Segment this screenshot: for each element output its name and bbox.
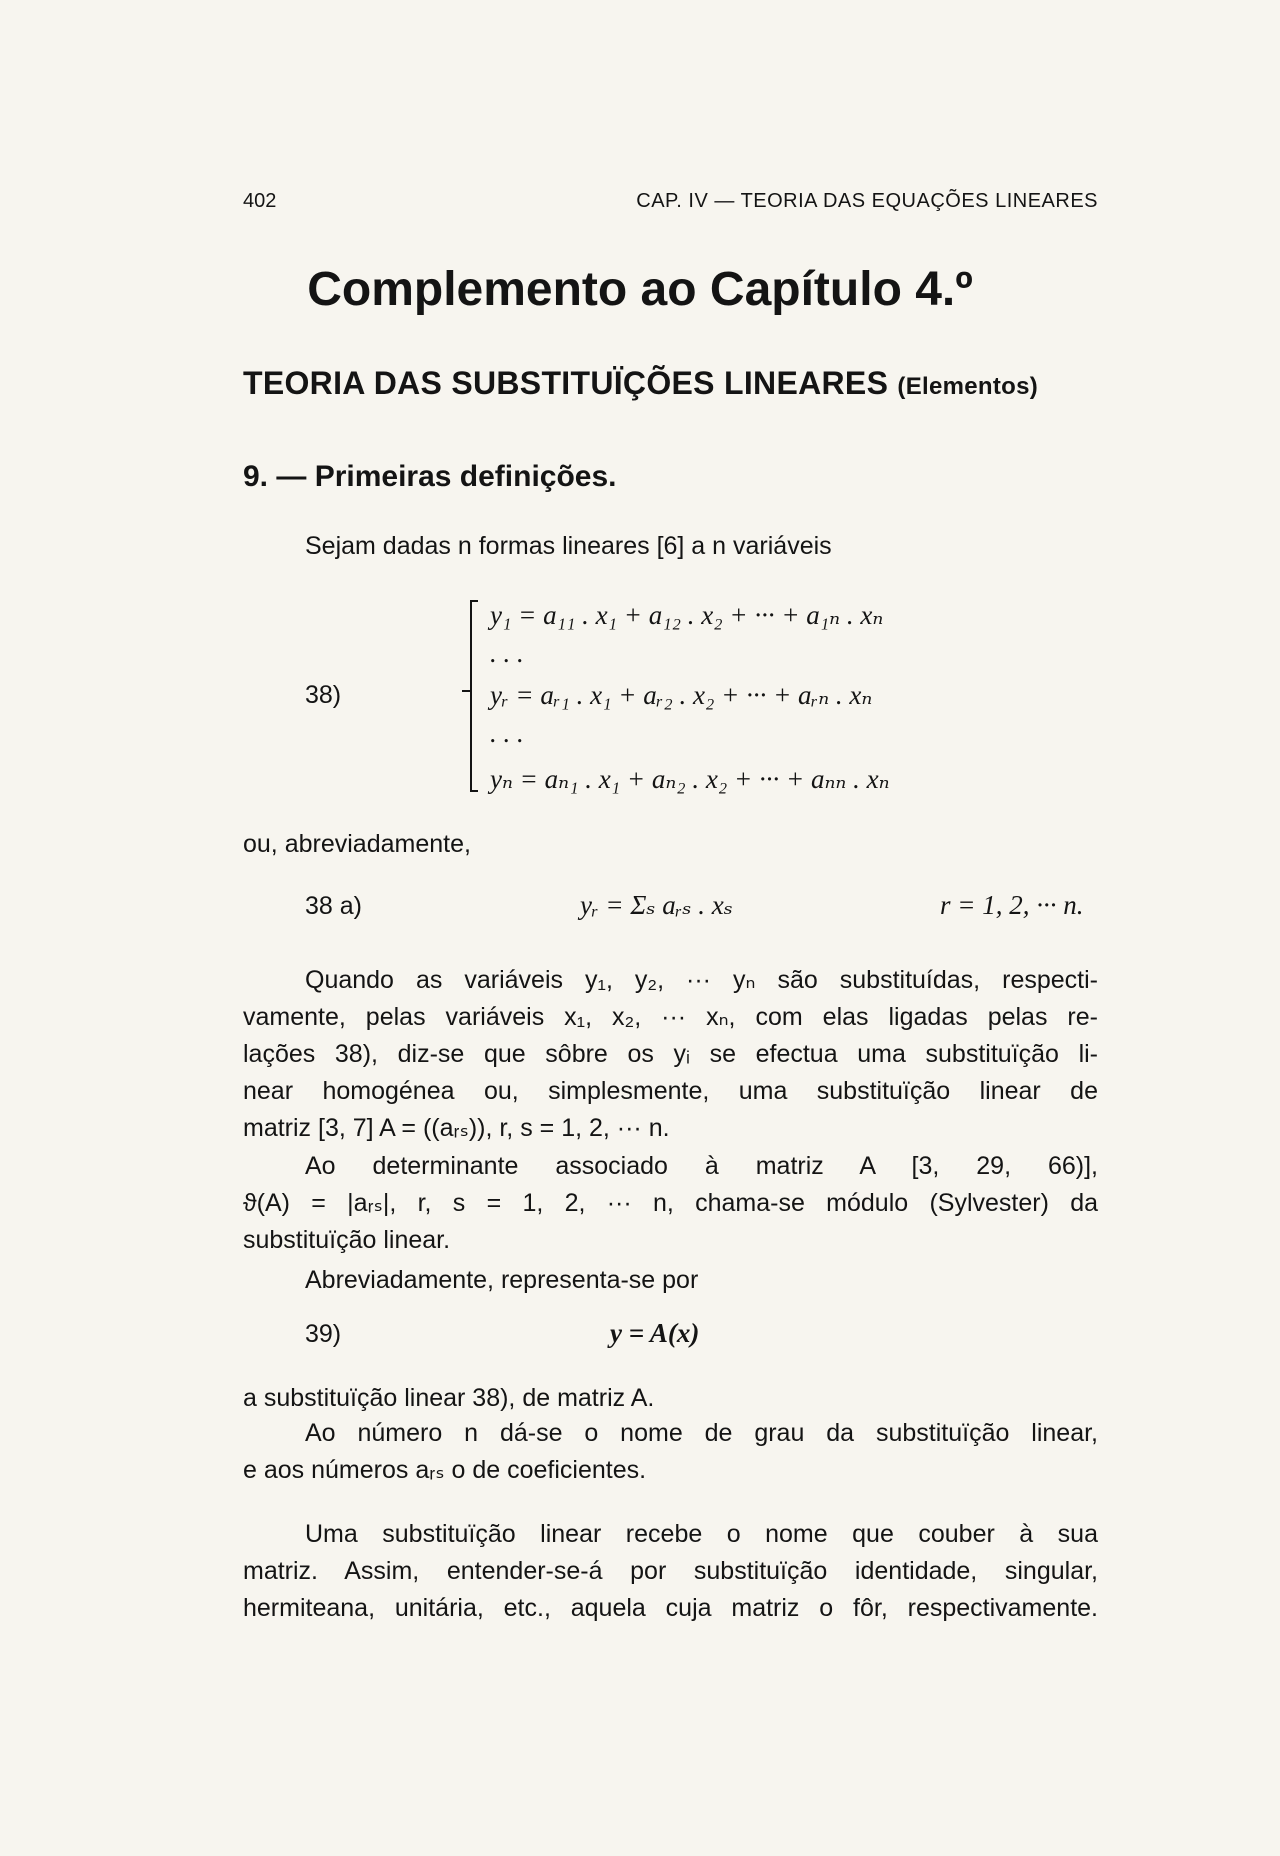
equation-label-38: 38) xyxy=(305,681,342,709)
section-title-note: (Elementos) xyxy=(897,373,1039,400)
system-row-1: y₁ = a₁₁ . x₁ + a₁₂ . x₂ + ··· + a₁ₙ . xₙ xyxy=(490,600,884,630)
page-number: 402 xyxy=(243,190,277,212)
intro-paragraph: Sejam dadas n formas lineares [6] a n variáveis xyxy=(305,532,832,560)
section-title-main: TEORIA DAS SUBSTITUÏÇÕES LINEARES xyxy=(243,365,889,401)
system-brace xyxy=(470,600,482,792)
equation-39: y = A(x) xyxy=(610,1318,700,1348)
para1-line-4: near homogénea ou, simplesmente, uma substituïção linear de xyxy=(243,1077,1098,1105)
section-title xyxy=(243,365,1038,402)
abbrev-intro: ou, abreviadamente, xyxy=(243,830,471,858)
system-row-dots-2: . . . xyxy=(490,718,524,748)
system-brace-top xyxy=(470,600,478,602)
system-brace-bottom xyxy=(470,790,478,792)
para2-line-2: ϑ(A) = |aᵣₛ|, r, s = 1, 2, ··· n, chama-se módulo (Sylvester) da xyxy=(243,1189,1098,1217)
chapter-running-title: CAP. IV — TEORIA DAS EQUAÇÕES LINEARES xyxy=(636,190,1098,212)
para4: a substituïção linear 38), de matriz A. xyxy=(243,1384,655,1412)
para6-line-1: Uma substituïção linear recebe o nome que couber à sua xyxy=(305,1520,1098,1548)
para1-line-3: lações 38), diz-se que sôbre os yᵢ se efectua uma substituïção li- xyxy=(243,1040,1098,1068)
system-row-n: yₙ = aₙ₁ . x₁ + aₙ₂ . x₂ + ··· + aₙₙ . xₙ xyxy=(490,764,890,794)
para5-line-2: e aos números aᵣₛ o de coeficientes. xyxy=(243,1456,647,1484)
equation-38a-range: r = 1, 2, ··· n. xyxy=(940,890,1084,920)
chapter-title: Complemento ao Capítulo 4.º xyxy=(307,263,973,316)
system-row-r: yᵣ = aᵣ₁ . x₁ + aᵣ₂ . x₂ + ··· + aᵣₙ . xₙ xyxy=(490,680,873,710)
para2-line-3: substituïção linear. xyxy=(243,1226,451,1254)
equation-label-38a: 38 a) xyxy=(305,892,362,920)
subsection-title: 9. — Primeiras definições. xyxy=(243,460,617,493)
equation-label-39: 39) xyxy=(305,1320,342,1348)
system-row-dots-1: . . . xyxy=(490,638,524,668)
para5-line-1: Ao número n dá-se o nome de grau da substituïção linear, xyxy=(305,1419,1098,1447)
system-brace-mid xyxy=(462,690,472,692)
para6-line-2: matriz. Assim, entender-se-á por substituïção identidade, singular, xyxy=(243,1557,1098,1585)
para6-line-3: hermiteana, unitária, etc., aquela cuja matriz o fôr, respectivamente. xyxy=(243,1594,1098,1622)
para1-line-2: vamente, pelas variáveis x₁, x₂, ··· xₙ, com elas ligadas pelas re- xyxy=(243,1003,1098,1031)
para1-line-1: Quando as variáveis y₁, y₂, ··· yₙ são substituídas, respecti- xyxy=(305,966,1098,994)
para2-line-1: Ao determinante associado à matriz A [3, 29, 66)], xyxy=(305,1152,1098,1180)
para3: Abreviadamente, representa-se por xyxy=(305,1266,699,1294)
para1-line-5: matriz [3, 7] A = ((aᵣₛ)), r, s = 1, 2, ··· n. xyxy=(243,1114,670,1142)
equation-38a: yᵣ = Σₛ aᵣₛ . xₛ xyxy=(580,890,733,920)
